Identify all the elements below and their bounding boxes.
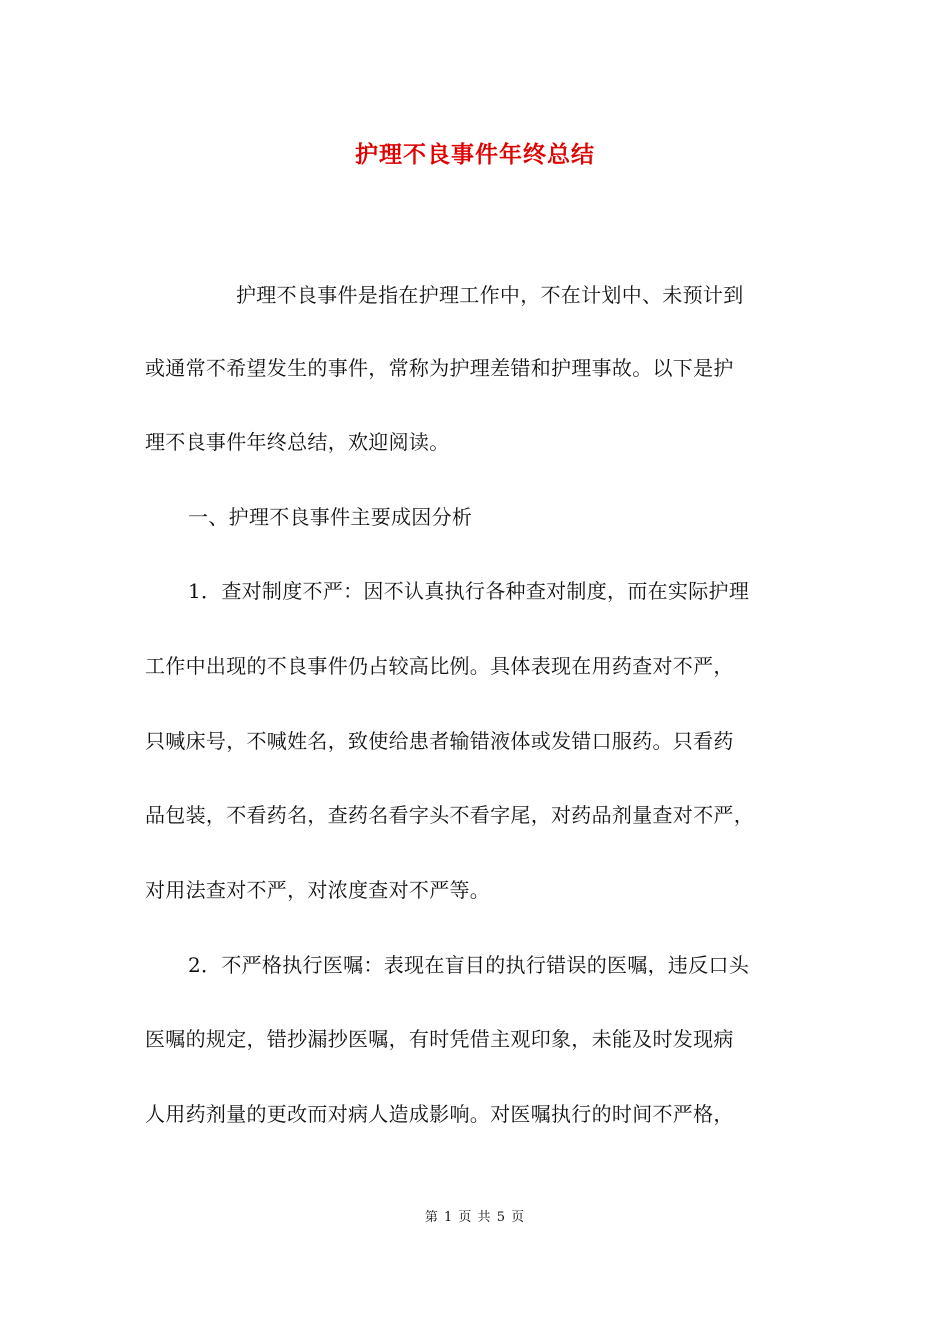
paragraph-line: 工作中出现的不良事件仍占较高比例。具体表现在用药查对不严， [145,654,734,678]
paragraph-line: 或通常不希望发生的事件，常称为护理差错和护理事故。以下是护 [145,356,734,380]
paragraph-line: 人用药剂量的更改而对病人造成影响。对医嘱执行的时间不严格， [145,1102,734,1126]
page-number-footer: 第 1 页 共 5 页 [424,1210,526,1225]
section-heading: 一、护理不良事件主要成因分析 [188,505,473,529]
paragraph-line: 只喊床号，不喊姓名，致使给患者输错液体或发错口服药。只看药 [145,729,734,753]
document-title: 护理不良事件年终总结 [355,141,595,168]
paragraph-line: 医嘱的规定，错抄漏抄医嘱，有时凭借主观印象，未能及时发现病 [145,1027,734,1051]
paragraph-line: 对用法查对不严，对浓度查对不严等。 [145,878,491,902]
paragraph-line: 护理不良事件是指在护理工作中，不在计划中、未预计到 [236,283,744,307]
paragraph-line: 2．不严格执行医嘱：表现在盲目的执行错误的医嘱，违反口头 [188,953,750,977]
paragraph-line: 品包装，不看药名，查药名看字头不看字尾，对药品剂量查对不严， [145,803,754,827]
paragraph-line: 1．查对制度不严：因不认真执行各种查对制度，而在实际护理 [188,579,750,603]
paragraph-line: 理不良事件年终总结，欢迎阅读。 [145,430,450,454]
